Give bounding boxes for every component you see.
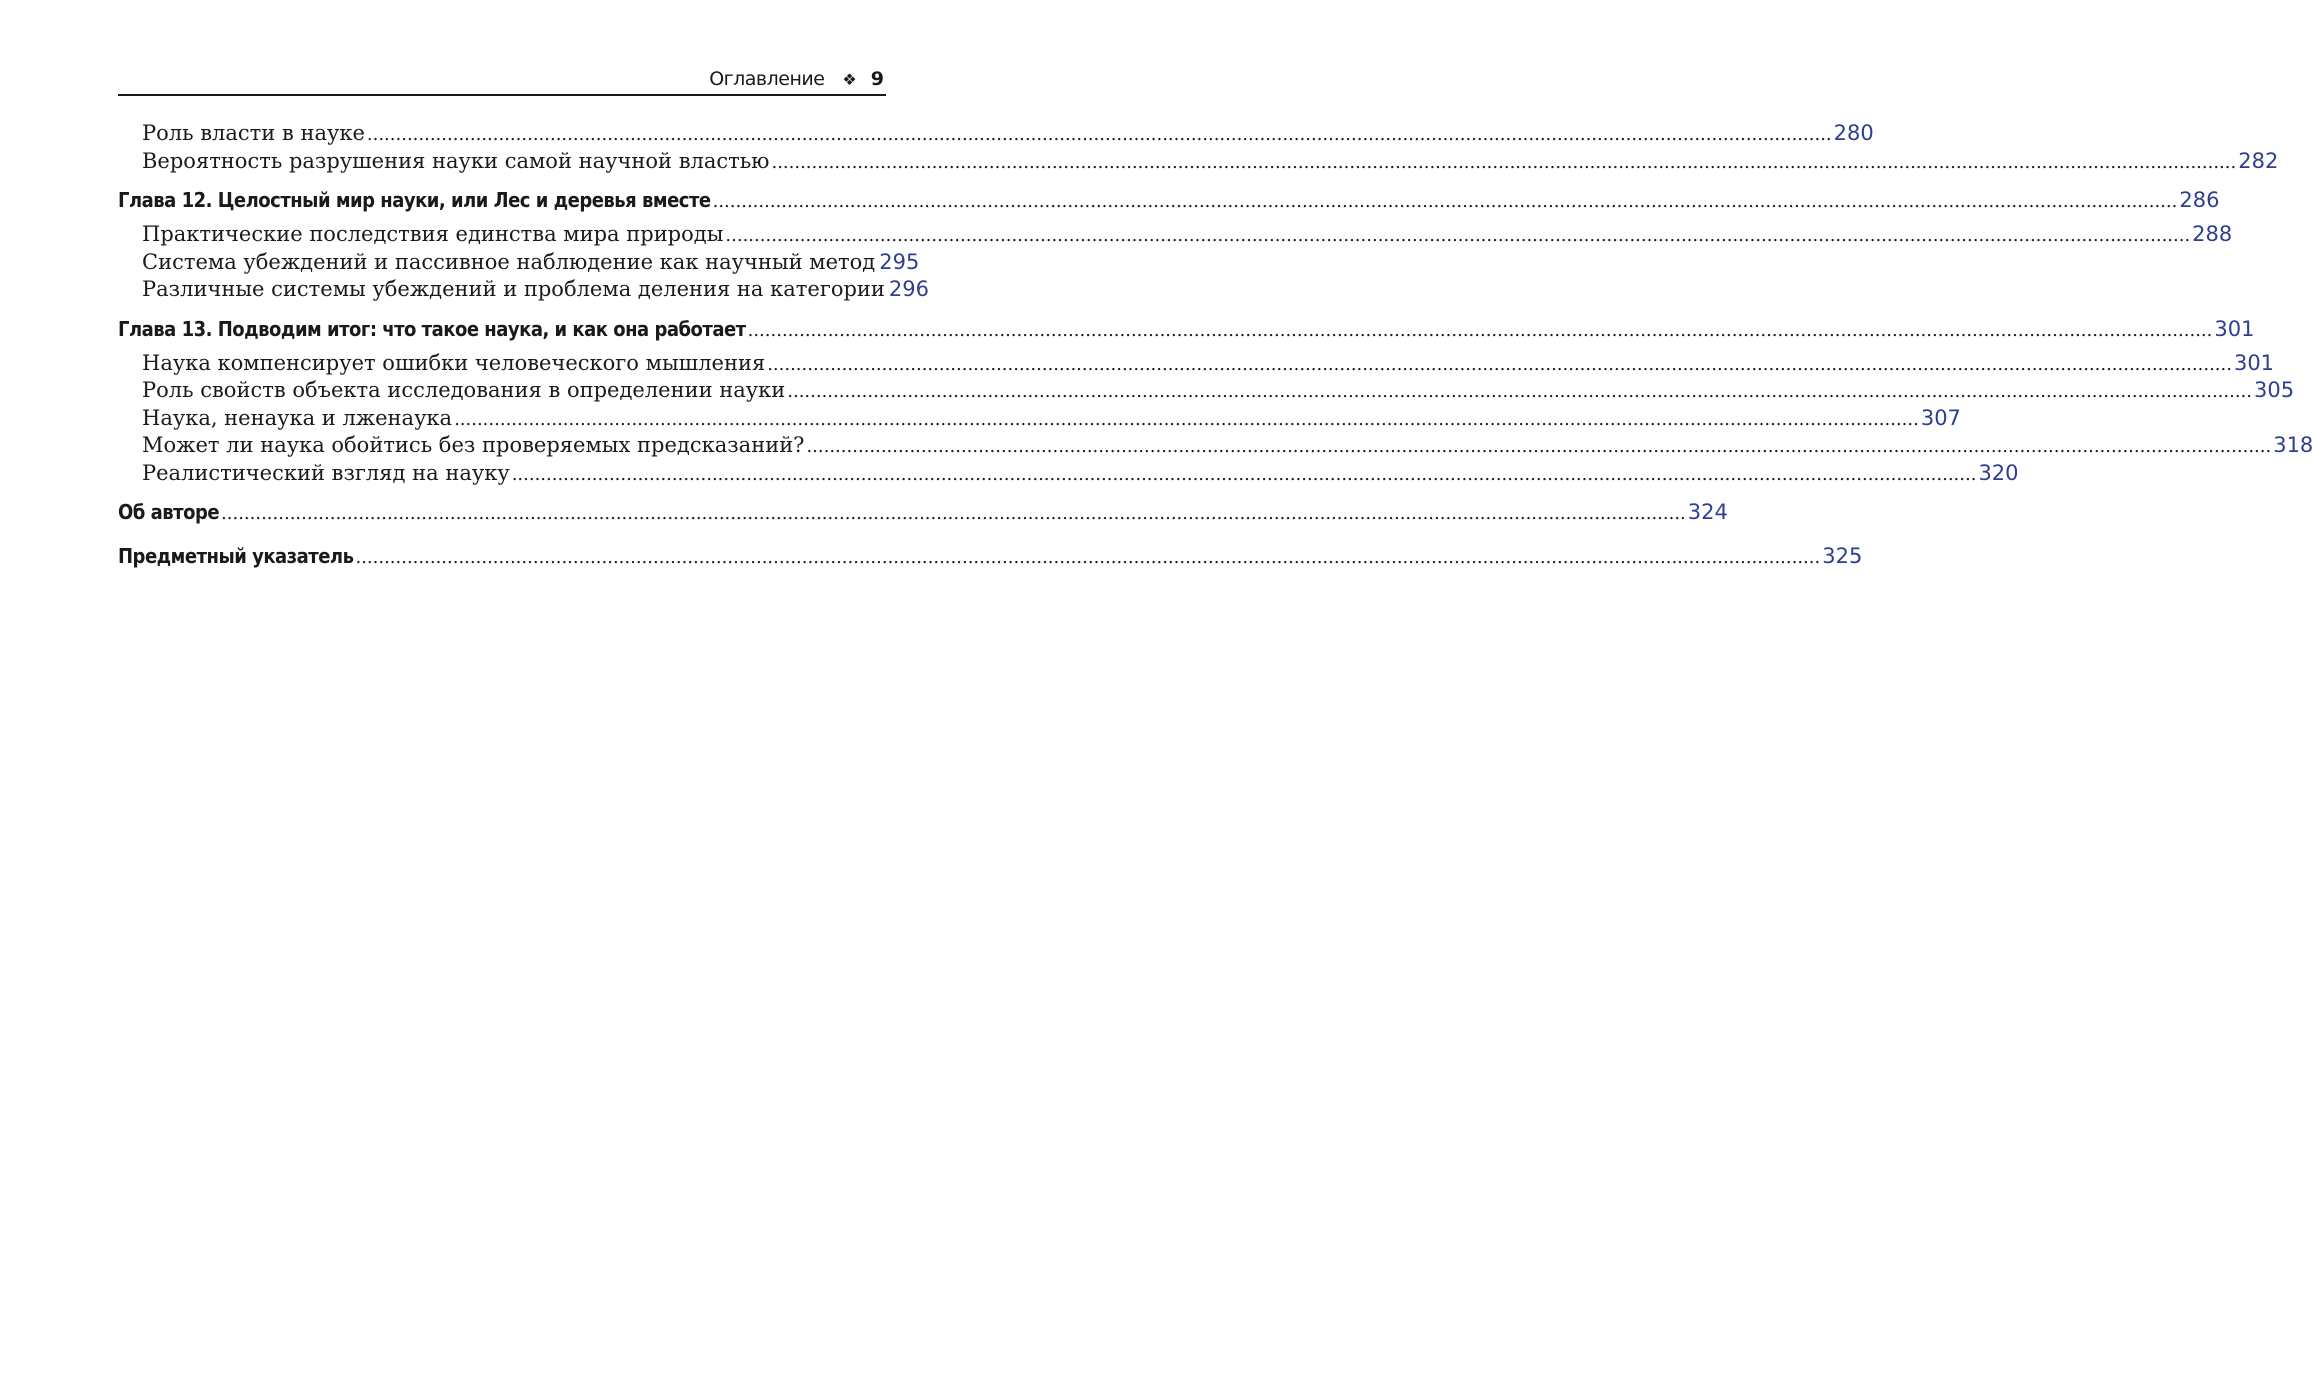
running-header xyxy=(118,64,886,96)
dot-leader xyxy=(454,406,1919,434)
toc-entry[interactable] xyxy=(118,148,2279,176)
toc-chapter-page: 301 xyxy=(2214,316,2255,341)
dot-leader xyxy=(806,433,2271,461)
toc-entry[interactable] xyxy=(118,377,2295,405)
dot-leader xyxy=(367,121,1832,149)
toc-entry-label: Может ли наука обойтись без проверяемых предсказаний? xyxy=(142,433,805,457)
dot-leader xyxy=(748,316,2213,346)
dot-leader xyxy=(771,149,2236,177)
toc-entry-page: 295 xyxy=(879,249,920,274)
running-header-title: Оглавление xyxy=(709,68,825,90)
toc-entry-page: 307 xyxy=(1920,405,1961,430)
toc-chapter-13[interactable] xyxy=(118,314,2255,344)
toc-entry[interactable] xyxy=(118,350,2275,378)
toc-entry-label: Наука, ненаука и лженаука xyxy=(142,405,453,430)
table-of-contents xyxy=(118,120,2313,571)
toc-entry-label: Система убеждений и пассивное наблюдение как научный метод xyxy=(142,249,876,274)
toc-chapter-page: 286 xyxy=(2179,188,2220,212)
toc-entry[interactable] xyxy=(118,460,2019,488)
toc-entry[interactable] xyxy=(118,405,1961,433)
toc-chapter-label: Предметный указатель xyxy=(118,544,354,568)
toc-entry-label: Различные системы убеждений и проблема деления на категории xyxy=(142,277,885,301)
toc-entry-label: Наука компенсирует ошибки человеческого мышления xyxy=(142,350,766,375)
toc-entry-page: 318 xyxy=(2273,433,2313,457)
toc-entry-page: 296 xyxy=(888,277,929,301)
toc-about-author[interactable] xyxy=(118,497,1728,527)
toc-entry[interactable] xyxy=(118,120,1874,148)
toc-entry[interactable] xyxy=(118,249,920,277)
toc-entry-label: Роль свойств объекта исследования в определении науки xyxy=(142,378,786,402)
dot-leader xyxy=(355,543,1820,573)
toc-chapter-label: Об авторе xyxy=(118,500,220,524)
toc-entry[interactable] xyxy=(118,432,2313,460)
toc-entry-page: 288 xyxy=(2192,222,2233,246)
toc-chapter-label: Глава 13. Подводим итог: что такое наука, и как она работает xyxy=(118,316,746,341)
toc-chapter-label: Глава 12. Целостный мир науки, или Лес и деревья вместе xyxy=(118,188,711,212)
toc-entry-label: Вероятность разрушения науки самой научной властью xyxy=(142,148,770,173)
dot-leader xyxy=(221,499,1686,529)
toc-chapter-page: 325 xyxy=(1822,544,1863,568)
toc-entry-page: 282 xyxy=(2238,148,2279,173)
toc-entry-page: 301 xyxy=(2233,350,2275,375)
dot-leader xyxy=(767,351,2232,379)
toc-chapter-page: 324 xyxy=(1687,500,1728,524)
dot-leader xyxy=(787,378,2252,406)
toc-entry-label: Практические последствия единства мира природы xyxy=(142,222,724,246)
dot-leader xyxy=(725,222,2190,250)
dot-leader xyxy=(713,187,2178,217)
fleuron-icon: ❖ xyxy=(842,69,857,89)
page-number: 9 xyxy=(870,68,884,90)
dot-leader xyxy=(512,461,1977,489)
toc-entry[interactable] xyxy=(118,276,929,304)
toc-entry-page: 280 xyxy=(1833,121,1874,145)
toc-chapter-12[interactable] xyxy=(118,185,2220,215)
toc-entry-page: 320 xyxy=(1978,460,2019,485)
toc-entry-label: Роль власти в науке xyxy=(142,121,365,145)
toc-entry[interactable] xyxy=(118,221,2233,249)
toc-entry-page: 305 xyxy=(2254,378,2295,402)
toc-entry-label: Реалистический взгляд на науку xyxy=(142,460,510,485)
toc-subject-index[interactable] xyxy=(118,541,1863,571)
